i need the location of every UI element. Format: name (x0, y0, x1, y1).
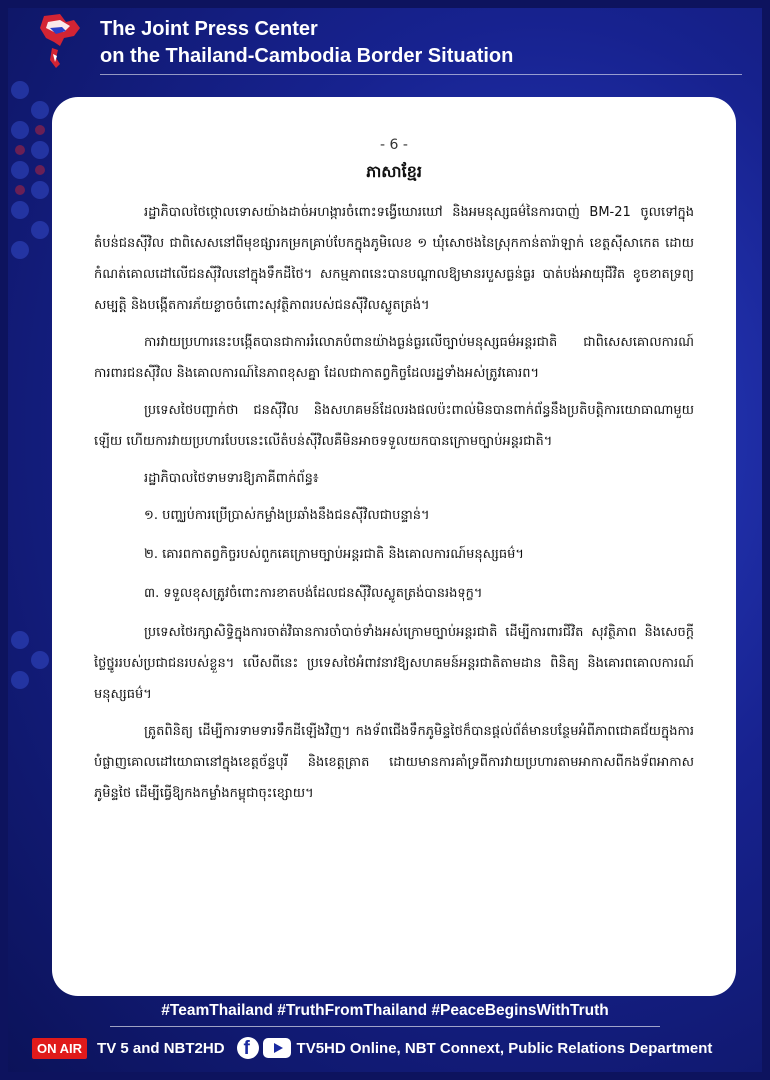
facebook-icon[interactable]: f (237, 1037, 259, 1059)
list-item: ៣. ទទួលខុសត្រូវចំពោះការខាតបង់ដែលជនស៊ីវិលស្លូតត្រង់បានរងទុក្ខ។ (144, 586, 483, 601)
online-channels: TV5HD Online, NBT Connext, Public Relations Department (296, 1039, 713, 1057)
list-item: ២. គោរពកាតព្វកិច្ចរបស់ពួកគេក្រោមច្បាប់អន្តរជាតិ និងគោលការណ៍មនុស្សធម៌។ (144, 547, 524, 562)
document-card (52, 97, 736, 996)
paragraph: ប្រទេសថៃរក្សាសិទ្ធិក្នុងការចាត់វិធានការចាំបាច់ទាំងអស់ក្រោមច្បាប់អន្តរជាតិ ដើម្បីការពារជីវិត សុវត្ថិភាព និងសេចក្តីថ្លៃថ្នូររបស់ប្រជាជនរបស់ខ្លួន។ លើសពីនេះ ប្រទេសថៃអំពាវនាវឱ្យសហគមន៍អន្តរជាតិតាមដាន ពិនិត្យ និងគោរពគោលការណ៍មនុស្សធម៌។ (94, 625, 694, 702)
youtube-icon[interactable] (263, 1038, 291, 1058)
tv-channels: TV 5 and NBT2HD (97, 1039, 225, 1057)
paragraph: ការវាយប្រហារនេះបង្កើតបានជាការរំលោភបំពានយ៉ាងធ្ងន់ធ្ងរលើច្បាប់មនុស្សធម៌អន្តរជាតិ ជាពិសេសគោលការណ៍ការពារជនស៊ីវិល និងគោលការណ៍នៃភាពខុសគ្នា ដែលជាកាតព្វកិច្ចដែលរដ្ឋទាំងអស់ត្រូវគោរព។ (94, 335, 694, 381)
footer-divider (110, 1026, 660, 1027)
thailand-map-icon (30, 12, 86, 72)
on-air-badge: ON AIR (32, 1038, 87, 1059)
social-icons (237, 1037, 291, 1059)
paragraph: រដ្ឋាភិបាលថៃថ្កោលទោសយ៉ាងដាច់អហង្ការចំពោះទង្វើឃោរឃៅ និងអមនុស្សធម៌នៃការបាញ់ BM-21 ចូលទៅក្នុងតំបន់ជនស៊ីវិល ជាពិសេសនៅពីមុខផ្សារកម្រកគ្រាប់បែកក្នុងភូមិលេខ ១ ឃុំសោថងនៃស្រុកកាន់តារ៉ាឡាក់ ខេត្តស៊ីសាកេត ដោយកំណត់គោលដៅលើជនស៊ីវិលនៅក្នុងទឹកដីថៃ។ សកម្មភាពនេះបានបណ្តាលឱ្យមានរបួសធ្ងន់ធ្ងរ បាត់បង់អាយុជីវិត ខូចខាតទ្រព្យសម្បត្តិ និងបង្កើតការភ័យខ្លាចចំពោះសុវត្ថិភាពរបស់ជនស៊ីវិលស្លូតត្រង់។ (94, 205, 694, 313)
paragraph: ត្រូតពិនិត្យ ដើម្បីការទាមទារទឹកដីឡើងវិញ។ កងទ័ពជើងទឹកភូមិន្ទថៃក៏បានផ្តល់ព័ត៌មានបន្ថែមអំពីភាពជោគជ័យក្នុងការបំផ្លាញគោលដៅយោធានៅក្នុងខេត្តច័ន្ទបុរី និងខេត្តត្រាត ដោយមានការគាំទ្រពីការវាយប្រហារតាមអាកាសពីកងទ័ពអាកាសភូមិន្ទថៃ ដើម្បីធ្វើឱ្យកងកម្លាំងកម្ពុជាចុះខ្សោយ។ (94, 724, 694, 801)
hashtags: #TeamThailand #TruthFromThailand #PeaceBeginsWithTruth (161, 1002, 609, 1019)
title-line-1: The Joint Press Center (100, 18, 318, 40)
header-title (100, 16, 513, 70)
page-number: - 6 - (380, 137, 408, 153)
title-line-2: on the Thailand-Cambodia Border Situation (100, 45, 514, 67)
paragraph: រដ្ឋាភិបាលថៃទាមទារឱ្យភាគីពាក់ព័ន្ធ៖ (144, 471, 319, 486)
header-divider (100, 74, 742, 75)
paragraph: ប្រទេសថៃបញ្ជាក់ថា ជនស៊ីវិល និងសហគមន៍ដែលរងផលប៉ះពាល់មិនបានពាក់ព័ន្ធនឹងប្រតិបត្តិការយោធាណាមួយឡើយ ហើយការវាយប្រហារបែបនេះលើតំបន់ស៊ីវិលគឺមិនអាចទទួលយកបានក្រោមច្បាប់អន្តរជាតិ។ (94, 403, 694, 449)
list-item: ១. បញ្ឈប់ការប្រើប្រាស់កម្លាំងប្រឆាំងនឹងជនស៊ីវិលជាបន្ទាន់។ (144, 508, 430, 523)
header (28, 10, 742, 80)
section-title: ភាសាខ្មែរ (366, 162, 422, 181)
footer (32, 1034, 740, 1062)
